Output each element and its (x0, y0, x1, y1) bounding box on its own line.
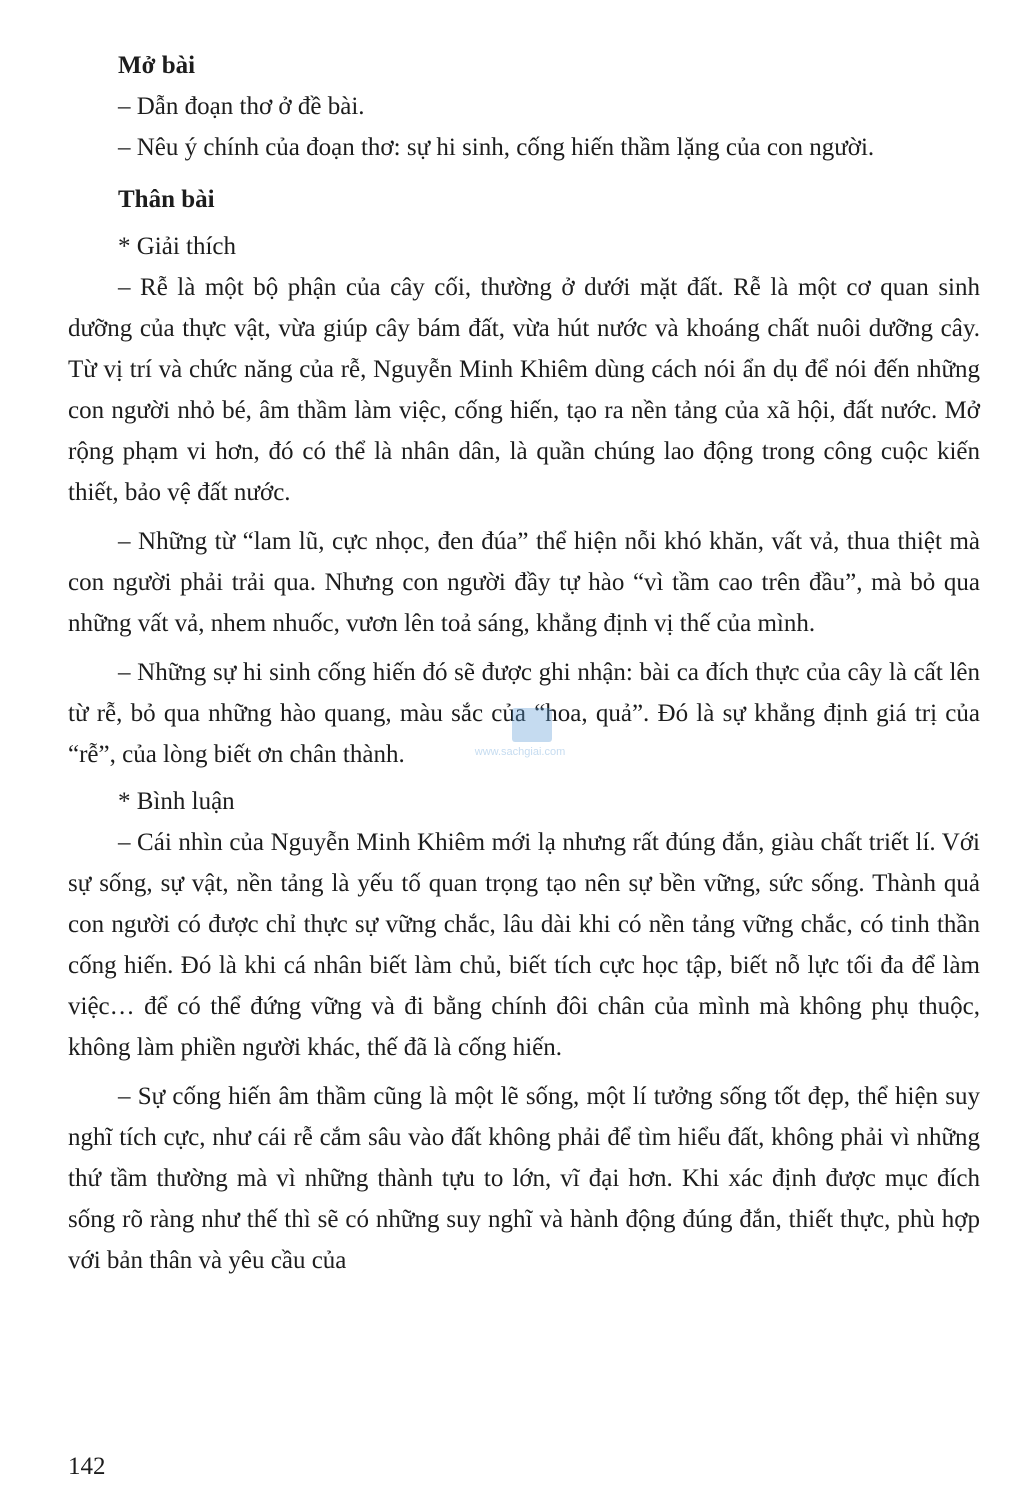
label-binh-luan: * Bình luận (118, 788, 235, 815)
giai-thich-paragraph-3: – Những sự hi sinh cống hiến đó sẽ được ghi nhận: bài ca đích thực của cây là cất lên từ rễ, bỏ qua những hào quang, màu sắc của “hoa, quả”. Đó là sự khẳng định giá trị của “rễ”, của lòng biết ơn chân thành. (68, 659, 980, 768)
binh-luan-paragraph-1: – Cái nhìn của Nguyễn Minh Khiêm mới lạ nhưng rất đúng đắn, giàu chất triết lí. Với sự sống, sự vật, nền tảng là yếu tố quan trọng tạo nên sự bền vững, sức sống. Thành quả con người có được chỉ thực sự vững chắc, lâu dài khi có nền tảng vững chắc, có tinh thần cống hiến. Đó là khi cá nhân biết làm chủ, biết tích cực học tập, biết nỗ lực tối đa để làm việc… để có thể đứng vững và đi bằng chính đôi chân của mình mà không phụ thuộc, không làm phiền người khác, thế đã là cống hiến. (68, 829, 980, 1061)
heading-mo-bai: Mở bài (118, 52, 196, 79)
binh-luan-paragraph-2: – Sự cống hiến âm thầm cũng là một lẽ sống, một lí tưởng sống tốt đẹp, thể hiện suy nghĩ tích cực, như cái rễ cắm sâu vào đất không phải để tìm hiểu đất, không phải vì những thứ tầm thường mà vì những thành tựu to lớn, vĩ đại hơn. Khi xác định được mục đích sống rõ ràng như thế thì sẽ có những suy nghĩ và hành động đúng đắn, thiết thực, phù hợp với bản thân và yêu cầu của (68, 1083, 980, 1274)
giai-thich-paragraph-2: – Những từ “lam lũ, cực nhọc, đen đúa” thể hiện nỗi khó khăn, vất vả, thua thiệt mà con người phải trải qua. Nhưng con người đầy tự hào “vì tầm cao trên đầu”, mà bỏ qua những vất vả, nhem nhuốc, vươn lên toả sáng, khẳng định vị thế của mình. (68, 528, 980, 637)
label-giai-thich: * Giải thích (118, 233, 237, 260)
heading-than-bai: Thân bài (118, 186, 215, 213)
mo-bai-line-1: – Dẫn đoạn thơ ở đề bài. (118, 93, 365, 120)
watermark-text: www.sachgiai.com (474, 746, 566, 758)
giai-thich-paragraph-1: – Rễ là một bộ phận của cây cối, thường ở dưới mặt đất. Rễ là một cơ quan sinh dưỡng của thực vật, vừa giúp cây bám đất, vừa hút nước và khoáng chất nuôi dưỡng cây. Từ vị trí và chức năng của rễ, Nguyễn Minh Khiêm dùng cách nói ẩn dụ để nói đến những con người nhỏ bé, âm thầm làm việc, cống hiến, tạo ra nền tảng của xã hội, đất nước. Mở rộng phạm vi hơn, đó có thể là nhân dân, là quần chúng lao động trong công cuộc kiến thiết, bảo vệ đất nước. (68, 274, 980, 506)
mo-bai-line-2: – Nêu ý chính của đoạn thơ: sự hi sinh, cống hiến thầm lặng của con người. (118, 134, 875, 161)
page-number: 142 (68, 1453, 106, 1480)
page-body (68, 40, 980, 1281)
